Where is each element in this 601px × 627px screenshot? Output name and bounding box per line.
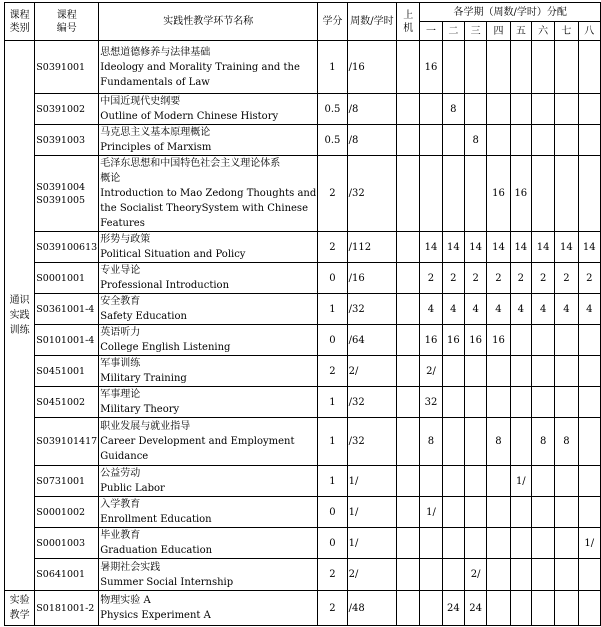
semester-cell-2 [442,41,464,94]
header-name: 实践性教学环节名称 [99,3,318,41]
credit-cell: 1 [318,387,347,418]
course-name: 公益劳动 Public Labor [99,466,318,497]
semester-cell-2 [442,125,464,156]
weeks-hours-cell: 2/ [347,559,397,591]
semester-cell-2: 14 [442,232,464,263]
semester-cell-2 [442,156,464,232]
semester-cell-1: 2/ [420,356,442,387]
semester-cell-7 [555,94,578,125]
practice-schedule-table [4,2,601,626]
semester-cell-3: 2 [465,263,487,294]
course-name: 军事训练 Military Training [99,356,318,387]
lab-machine-cell [397,497,420,528]
semester-cell-5 [510,387,531,418]
semester-cell-1: 16 [420,325,442,356]
header-lab-machine: 上 机 [397,3,420,41]
header-category: 课程 类别 [5,3,35,41]
table-row [5,41,601,94]
semester-cell-7 [555,466,578,497]
table-body [5,41,601,626]
semester-cell-3 [465,418,487,466]
semester-cell-4: 8 [487,418,510,466]
course-name: 毕业教育 Graduation Education [99,528,318,559]
table-row [5,232,601,263]
semester-cell-7 [555,156,578,232]
semester-cell-7: 4 [555,294,578,325]
course-code: S0361001-4 [35,294,99,325]
semester-cell-8 [578,387,600,418]
lab-machine-cell [397,94,420,125]
semester-cell-4 [487,356,510,387]
table-row [5,325,601,356]
semester-cell-3 [465,497,487,528]
table-row [5,294,601,325]
semester-cell-8: 4 [578,294,600,325]
semester-cell-4: 16 [487,325,510,356]
weeks-hours-cell: /32 [347,294,397,325]
course-code: S039100613 [35,232,99,263]
semester-cell-2 [442,356,464,387]
lab-machine-cell [397,41,420,94]
semester-cell-1: 8 [420,418,442,466]
course-name: 思想道德修养与法律基础 Ideology and Morality Training and the Fundamentals of Law [99,41,318,94]
semester-cell-4 [487,94,510,125]
semester-cell-2 [442,528,464,559]
semester-header-5: 五 [510,22,531,41]
course-code: S0391004 S0391005 [35,156,99,232]
semester-cell-2 [442,466,464,497]
semester-cell-5 [510,356,531,387]
course-code: S0181001-2 [35,591,99,626]
credit-cell: 2 [318,232,347,263]
semester-cell-6 [532,528,555,559]
semester-cell-4: 4 [487,294,510,325]
semester-cell-2 [442,559,464,591]
semester-cell-6: 14 [532,232,555,263]
semester-cell-3: 2/ [465,559,487,591]
lab-machine-cell [397,263,420,294]
table-row [5,528,601,559]
table-row [5,94,601,125]
lab-machine-cell [397,294,420,325]
semester-cell-6 [532,125,555,156]
semester-cell-1: 2 [420,263,442,294]
header-code: 课程 编号 [35,3,99,41]
semester-cell-8 [578,156,600,232]
semester-cell-4 [487,125,510,156]
credit-cell: 1 [318,418,347,466]
course-code: S0391003 [35,125,99,156]
table-row [5,559,601,591]
semester-cell-7 [555,325,578,356]
credit-cell: 2 [318,559,347,591]
credit-cell: 1 [318,41,347,94]
semester-cell-6 [532,466,555,497]
semester-cell-8: 14 [578,232,600,263]
weeks-hours-cell: /64 [347,325,397,356]
semester-cell-7 [555,125,578,156]
weeks-hours-cell: /8 [347,125,397,156]
credit-cell: 0.5 [318,125,347,156]
credit-cell: 2 [318,591,347,626]
semester-cell-7 [555,356,578,387]
course-name: 暑期社会实践 Summer Social Internship [99,559,318,591]
semester-cell-3 [465,356,487,387]
course-code: S0451002 [35,387,99,418]
semester-header-1: 一 [420,22,442,41]
weeks-hours-cell: /16 [347,263,397,294]
semester-cell-4 [487,466,510,497]
weeks-hours-cell: 1/ [347,466,397,497]
weeks-hours-cell: 2/ [347,356,397,387]
semester-cell-8 [578,418,600,466]
semester-header-2: 二 [442,22,464,41]
semester-cell-5: 1/ [510,466,531,497]
semester-header-8: 八 [578,22,600,41]
weeks-hours-cell: 1/ [347,528,397,559]
lab-machine-cell [397,559,420,591]
course-name: 入学教育 Enrollment Education [99,497,318,528]
semester-cell-8 [578,591,600,626]
semester-cell-6 [532,559,555,591]
semester-cell-8 [578,559,600,591]
course-name: 中国近现代史纲要 Outline of Modern Chinese History [99,94,318,125]
semester-cell-1: 16 [420,41,442,94]
table-row [5,497,601,528]
semester-cell-7 [555,591,578,626]
lab-machine-cell [397,466,420,497]
course-name: 专业导论 Professional Introduction [99,263,318,294]
semester-cell-2: 16 [442,325,464,356]
semester-header-3: 三 [465,22,487,41]
semester-cell-6 [532,41,555,94]
semester-cell-1 [420,156,442,232]
semester-cell-4 [487,591,510,626]
header-semester-group: 各学期（周数/学时）分配 [420,3,601,22]
semester-cell-7 [555,528,578,559]
semester-cell-5 [510,559,531,591]
table-row [5,263,601,294]
semester-cell-5 [510,497,531,528]
semester-cell-2: 8 [442,94,464,125]
weeks-hours-cell: /16 [347,41,397,94]
course-code: S0451001 [35,356,99,387]
semester-cell-1: 1/ [420,497,442,528]
table-row [5,387,601,418]
semester-cell-4: 14 [487,232,510,263]
semester-cell-3 [465,528,487,559]
semester-header-6: 六 [532,22,555,41]
semester-cell-4 [487,387,510,418]
semester-cell-7 [555,41,578,94]
semester-cell-6 [532,156,555,232]
credit-cell: 0.5 [318,94,347,125]
weeks-hours-cell: /112 [347,232,397,263]
semester-cell-8: 2 [578,263,600,294]
credit-cell: 1 [318,466,347,497]
semester-cell-8 [578,325,600,356]
course-code: S0101001-4 [35,325,99,356]
semester-cell-8 [578,41,600,94]
course-name: 马克思主义基本原理概论 Principles of Marxism [99,125,318,156]
credit-cell: 2 [318,156,347,232]
semester-cell-3: 8 [465,125,487,156]
semester-cell-8 [578,94,600,125]
semester-cell-5 [510,41,531,94]
course-code: S0001003 [35,528,99,559]
semester-cell-1 [420,591,442,626]
course-code: S039101417 [35,418,99,466]
weeks-hours-cell: 1/ [347,497,397,528]
semester-cell-5 [510,125,531,156]
table-row [5,156,601,232]
semester-cell-7 [555,497,578,528]
semester-header-4: 四 [487,22,510,41]
course-name: 安全教育 Safety Education [99,294,318,325]
weeks-hours-cell: /32 [347,387,397,418]
lab-machine-cell [397,156,420,232]
semester-cell-5: 14 [510,232,531,263]
semester-cell-6: 2 [532,263,555,294]
credit-cell: 0 [318,497,347,528]
semester-cell-4 [487,559,510,591]
semester-cell-2: 2 [442,263,464,294]
semester-cell-4 [487,41,510,94]
course-code: S0001001 [35,263,99,294]
weeks-hours-cell: /32 [347,156,397,232]
semester-cell-1 [420,528,442,559]
semester-cell-1: 14 [420,232,442,263]
lab-machine-cell [397,232,420,263]
semester-cell-2: 24 [442,591,464,626]
semester-cell-1 [420,94,442,125]
course-code: S0641001 [35,559,99,591]
semester-cell-3: 4 [465,294,487,325]
semester-cell-7: 8 [555,418,578,466]
weeks-hours-cell: /48 [347,591,397,626]
credit-cell: 0 [318,263,347,294]
header-weeks-hours: 周数/学时 [347,3,397,41]
semester-cell-8 [578,125,600,156]
semester-cell-4: 2 [487,263,510,294]
table-row [5,466,601,497]
course-code: S0731001 [35,466,99,497]
semester-cell-7: 14 [555,232,578,263]
semester-cell-4: 16 [487,156,510,232]
semester-cell-5 [510,325,531,356]
semester-cell-8: 1/ [578,528,600,559]
semester-cell-7: 2 [555,263,578,294]
credit-cell: 2 [318,356,347,387]
semester-cell-3: 24 [465,591,487,626]
semester-cell-1 [420,125,442,156]
semester-cell-5: 16 [510,156,531,232]
category-cell-general-practice: 通识 实践 训练 [5,41,35,591]
semester-cell-7 [555,387,578,418]
semester-cell-6: 8 [532,418,555,466]
semester-cell-5 [510,591,531,626]
credit-cell: 0 [318,325,347,356]
semester-cell-4 [487,528,510,559]
semester-cell-2 [442,387,464,418]
semester-cell-1 [420,559,442,591]
credit-cell: 0 [318,528,347,559]
semester-cell-2: 4 [442,294,464,325]
semester-cell-1: 32 [420,387,442,418]
table-row [5,418,601,466]
lab-machine-cell [397,387,420,418]
semester-cell-5 [510,528,531,559]
course-name: 毛泽东思想和中国特色社会主义理论体系 概论 Introduction to Mao Zedong Thoughts and the Socialist TheorySystem with Chinese Features [99,156,318,232]
lab-machine-cell [397,591,420,626]
table-row [5,356,601,387]
lab-machine-cell [397,125,420,156]
semester-cell-6 [532,497,555,528]
semester-cell-1 [420,466,442,497]
table-row [5,591,601,626]
semester-cell-8 [578,497,600,528]
weeks-hours-cell: /32 [347,418,397,466]
semester-cell-6 [532,325,555,356]
semester-cell-2 [442,418,464,466]
semester-cell-3 [465,156,487,232]
semester-cell-4 [487,497,510,528]
semester-cell-8 [578,356,600,387]
semester-cell-5 [510,94,531,125]
semester-cell-7 [555,559,578,591]
lab-machine-cell [397,418,420,466]
course-name: 形势与政策 Political Situation and Policy [99,232,318,263]
semester-header-7: 七 [555,22,578,41]
credit-cell: 1 [318,294,347,325]
semester-cell-5: 4 [510,294,531,325]
lab-machine-cell [397,528,420,559]
semester-cell-3 [465,41,487,94]
lab-machine-cell [397,325,420,356]
semester-cell-3 [465,387,487,418]
course-name: 军事理论 Military Theory [99,387,318,418]
semester-cell-3: 16 [465,325,487,356]
course-name: 物理实验 A Physics Experiment A [99,591,318,626]
semester-cell-6 [532,387,555,418]
course-name: 英语听力 College English Listening [99,325,318,356]
semester-cell-6: 4 [532,294,555,325]
header-credit: 学分 [318,3,347,41]
semester-cell-6 [532,356,555,387]
semester-cell-3 [465,466,487,497]
semester-cell-3 [465,94,487,125]
course-code: S0391001 [35,41,99,94]
semester-cell-1: 4 [420,294,442,325]
category-cell-experiment: 实验 教学 [5,591,35,626]
weeks-hours-cell: /8 [347,94,397,125]
semester-cell-6 [532,591,555,626]
course-code: S0001002 [35,497,99,528]
table-row [5,125,601,156]
semester-cell-3: 14 [465,232,487,263]
course-code: S0391002 [35,94,99,125]
course-name: 职业发展与就业指导 Career Development and Employment Guidance [99,418,318,466]
lab-machine-cell [397,356,420,387]
semester-cell-5 [510,418,531,466]
semester-cell-5: 2 [510,263,531,294]
semester-cell-2 [442,497,464,528]
semester-cell-8 [578,466,600,497]
semester-cell-6 [532,94,555,125]
